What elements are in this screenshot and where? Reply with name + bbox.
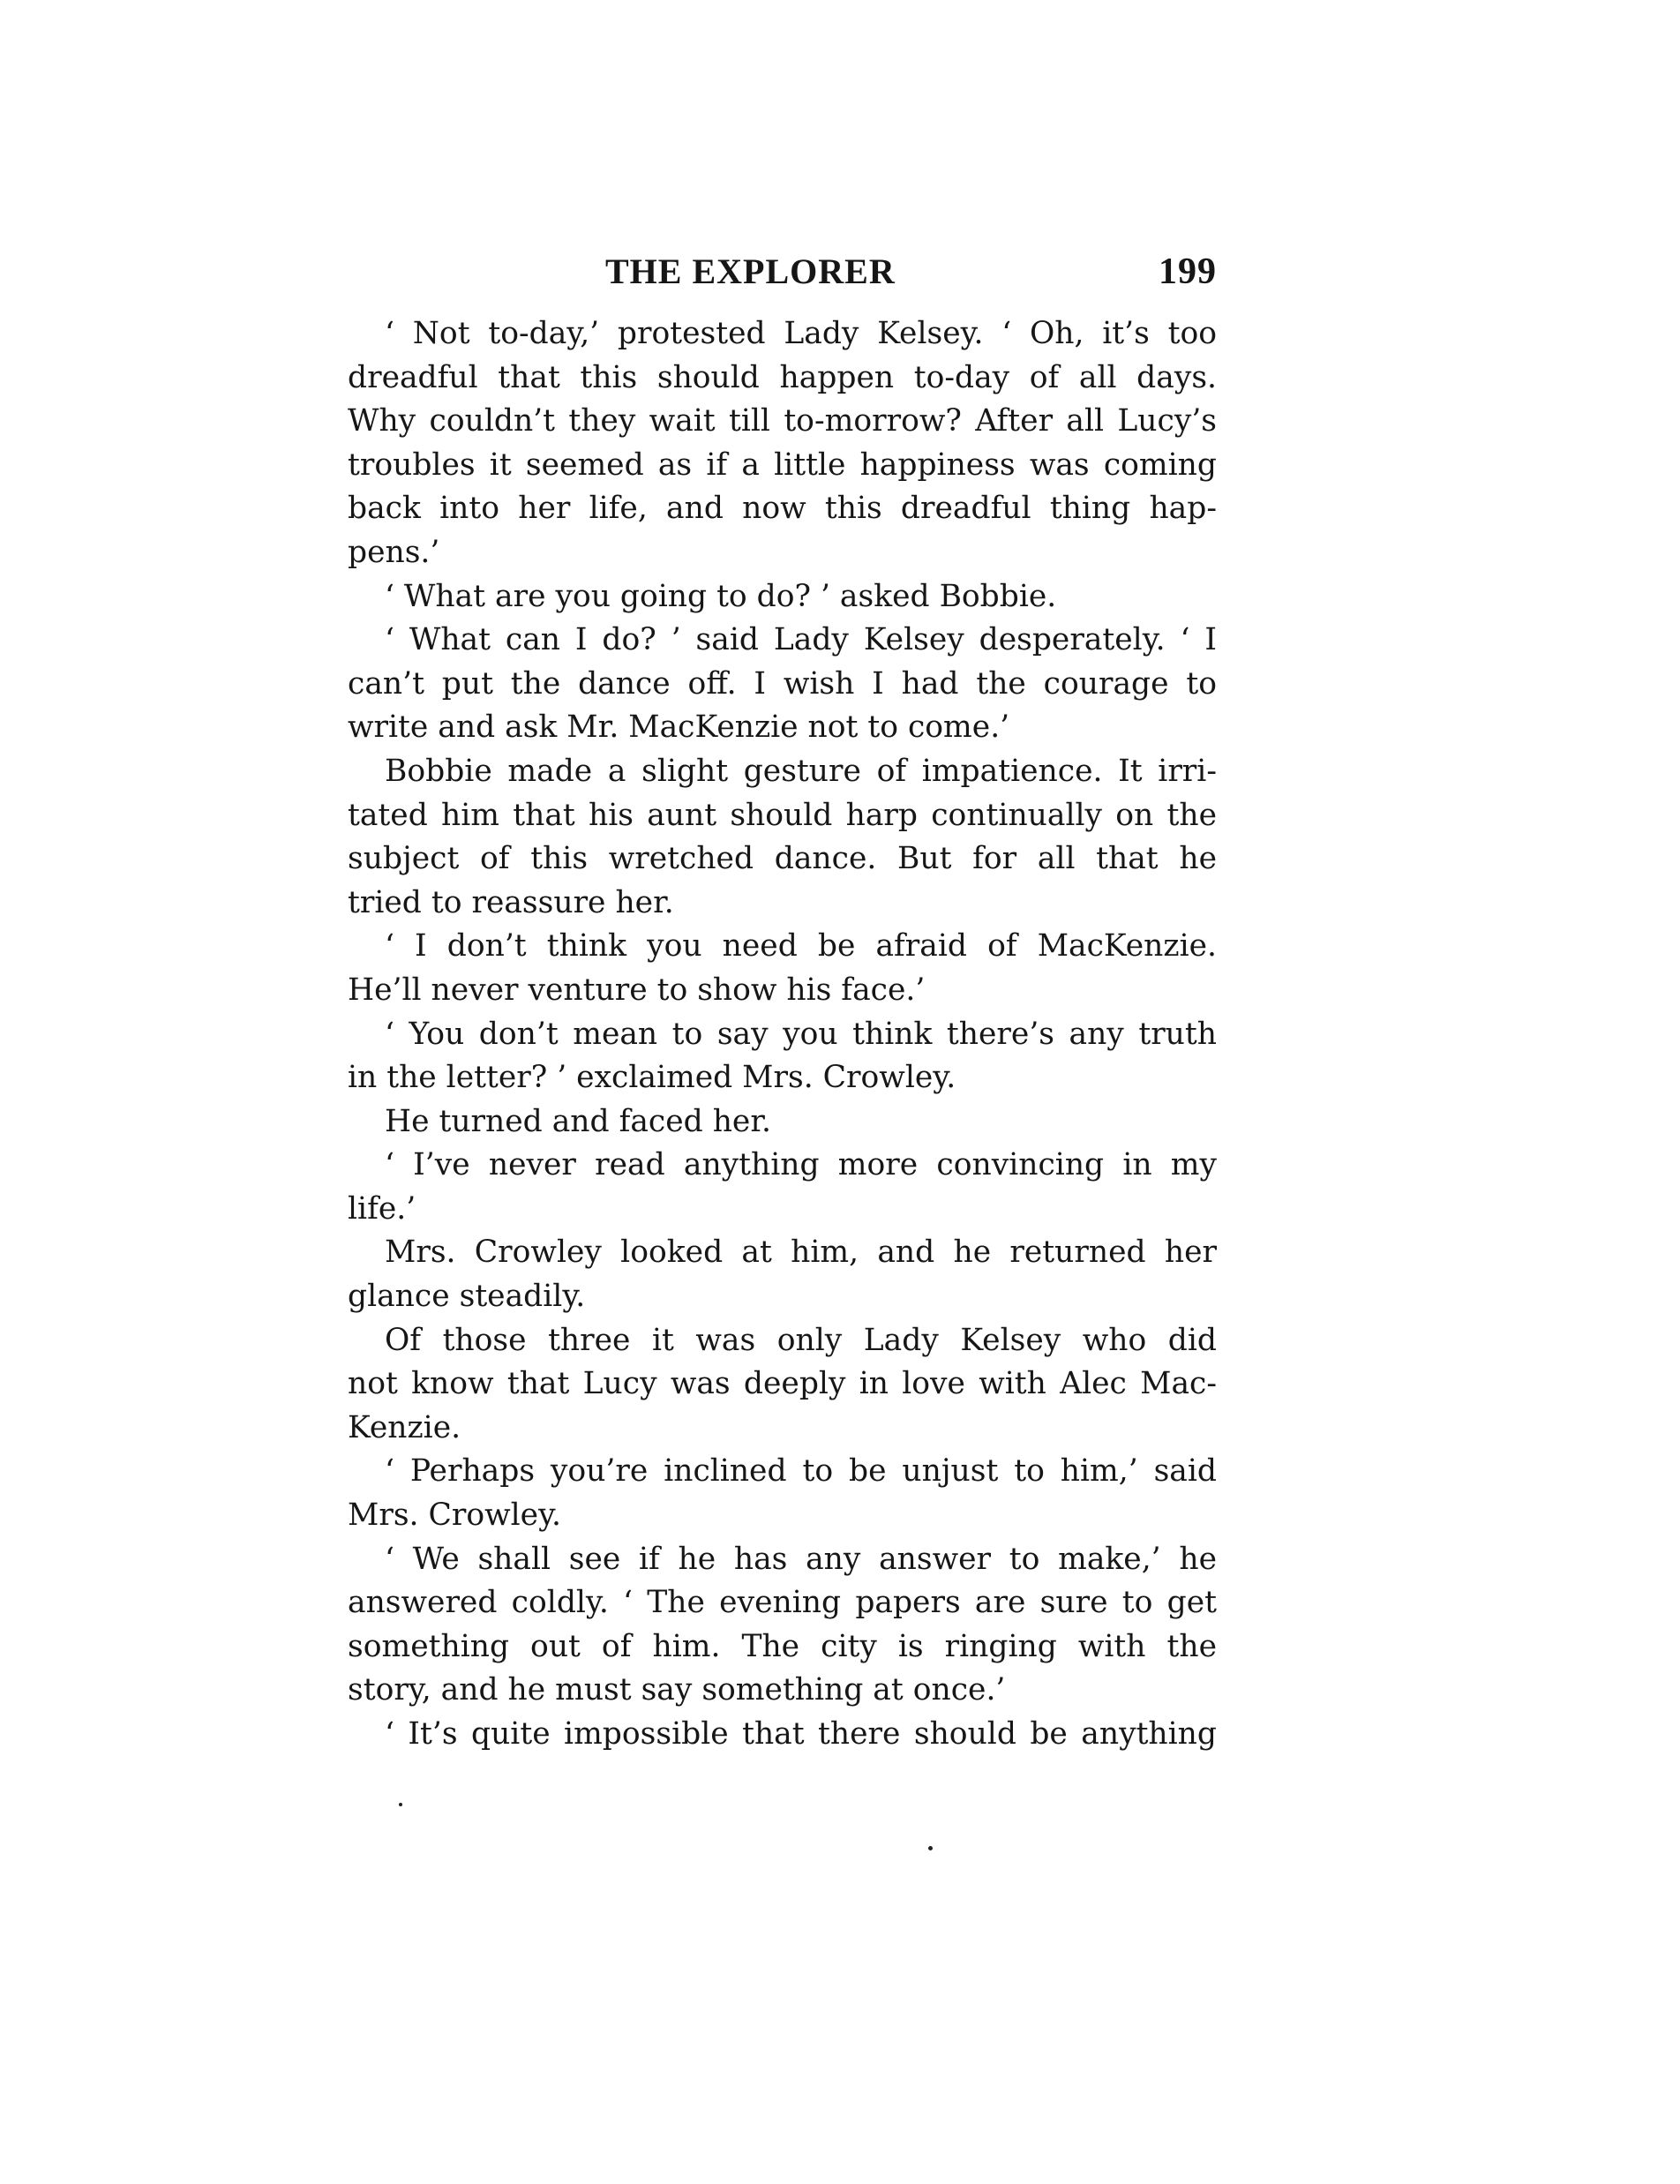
- text-line: Mrs. Crowley looked at him, and he returned her: [385, 1235, 1217, 1271]
- text-line: Mrs. Crowley.: [348, 1497, 561, 1534]
- scan-speck: [399, 1803, 402, 1806]
- text-line: Of those three it was only Lady Kelsey who did: [385, 1322, 1217, 1358]
- text-line: write and ask Mr. MacKenzie not to come.’: [348, 709, 1010, 746]
- text-line: ‘ Perhaps you’re inclined to be unjust to him,’ said: [385, 1453, 1217, 1490]
- text-line: ‘ It’s quite impossible that there should be anything: [385, 1716, 1217, 1752]
- text-line: Bobbie made a slight gesture of impatience. It irri-: [385, 753, 1217, 789]
- text-line: ‘ I don’t think you need be afraid of MacKenzie.: [385, 928, 1217, 964]
- text-line: ‘ What are you going to do? ’ asked Bobbie.: [385, 578, 1057, 614]
- running-title: THE EXPLORER: [605, 251, 896, 291]
- scan-speck: [928, 1846, 933, 1850]
- text-line: He’ll never venture to show his face.’: [348, 972, 926, 1008]
- text-line: subject of this wretched dance. But for all that he: [348, 841, 1217, 877]
- text-line: dreadful that this should happen to-day of all days.: [348, 359, 1217, 395]
- running-head: [348, 245, 1217, 298]
- text-line: Kenzie.: [348, 1409, 461, 1445]
- text-line: in the letter? ’ exclaimed Mrs. Crowley.: [348, 1060, 956, 1096]
- text-line: ‘ You don’t mean to say you think there’s any truth: [385, 1016, 1217, 1052]
- text-line: can’t put the dance off. I wish I had the courage to: [348, 665, 1217, 702]
- text-line: pens.’: [348, 534, 440, 570]
- page-number: 199: [1159, 251, 1217, 292]
- text-line: answered coldly. ‘ The evening papers are sure to get: [348, 1585, 1217, 1621]
- text-line: ‘ Not to-day,’ protested Lady Kelsey. ‘ Oh, it’s too: [385, 316, 1217, 351]
- text-line: Why couldn’t they wait till to-morrow? After all Lucy’s: [348, 403, 1217, 439]
- text-line: ‘ We shall see if he has any answer to make,’ he: [385, 1541, 1217, 1577]
- text-line: tated him that his aunt should harp continually on the: [348, 797, 1217, 833]
- text-line: He turned and faced her.: [385, 1103, 772, 1139]
- text-line: tried to reassure her.: [348, 884, 674, 920]
- body-text: [348, 312, 1217, 1757]
- text-line: ‘ I’ve never read anything more convincing in my: [385, 1147, 1217, 1183]
- text-line: story, and he must say something at once.’: [348, 1672, 1006, 1708]
- text-line: troubles it seemed as if a little happiness was coming: [348, 447, 1217, 483]
- text-line: life.’: [348, 1190, 416, 1227]
- text-line: not know that Lucy was deeply in love with Alec Mac-: [348, 1366, 1217, 1402]
- text-line: something out of him. The city is ringing with the: [348, 1628, 1217, 1664]
- text-line: glance steadily.: [348, 1279, 586, 1315]
- text-line: ‘ What can I do? ’ said Lady Kelsey desperately. ‘ I: [385, 622, 1217, 658]
- text-line: back into her life, and now this dreadful thing hap-: [348, 491, 1217, 527]
